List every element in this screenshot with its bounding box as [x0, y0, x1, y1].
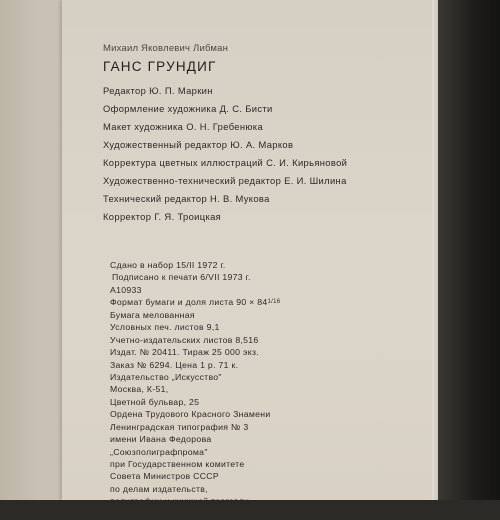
imprint-line: Ленинградская типография № 3 [110, 421, 249, 432]
credit-line: Макет художника О. Н. Гребенюка [103, 121, 264, 132]
credit-line: Технический редактор Н. В. Мукова [103, 193, 270, 204]
credits-list [103, 82, 347, 226]
format-text: Формат бумаги и доля листа 90 × 84 [110, 297, 268, 308]
imprint-line: Заказ № 6294. Цена 1 р. 71 к. [110, 359, 239, 370]
imprint-line: по делам издательств, [110, 483, 208, 494]
credit-line: Корректура цветных иллюстраций С. И. Кирьяновой [103, 157, 348, 168]
imprint-line: А10933 [110, 284, 142, 295]
imprint-line: „Союзполиграфпрома" [110, 446, 208, 457]
imprint-line: Условных печ. листов 9,1 [110, 322, 220, 333]
imprint-line: Сдано в набор 15/II 1972 г. [110, 260, 226, 270]
credit-line: Оформление художника Д. С. Бисти [103, 103, 273, 114]
imprint-line: Совета Министров СССР [110, 471, 219, 482]
credit-line: Корректор Г. Я. Троицкая [103, 211, 222, 222]
imprint-line: Издательство „Искусство" [110, 371, 222, 382]
imprint-line: Ордена Трудового Красного Знамени [110, 409, 271, 420]
imprint-line: имени Ивана Федорова [110, 434, 212, 445]
imprint-line: Ленинград 196126, Звенигородская, 11 [110, 508, 279, 519]
imprint-line: Подписано к печати 6/VII 1973 г. [112, 272, 251, 283]
format-fraction: 1/16 [267, 299, 281, 306]
imprint-line: при Государственном комитете [110, 459, 245, 469]
imprint-line: Учетно-издательских листов 8,516 [110, 334, 259, 345]
book-title: ГАНС ГРУНДИГ [103, 59, 217, 74]
credit-line: Художественно-технический редактор Е. И. Шилина [103, 175, 347, 186]
imprint-line: Москва, К-51, [110, 384, 169, 395]
imprint-line: Бумага мелованная [110, 309, 195, 320]
author-name: Михаил Яковлевич Либман [103, 43, 229, 54]
credit-line: Художественный редактор Ю. А. Марков [103, 139, 294, 150]
imprint-line: Цветной бульвар, 25 [110, 396, 200, 407]
credit-line: Редактор Ю. П. Маркин [103, 85, 213, 96]
dark-background [438, 0, 500, 500]
imprint-line: полиграфии и книжной торговли. [110, 496, 252, 507]
imprint-line [110, 296, 280, 308]
imprint-line: Издат. № 20411. Тираж 25 000 экз. [110, 347, 259, 358]
imprint-list [110, 259, 280, 520]
